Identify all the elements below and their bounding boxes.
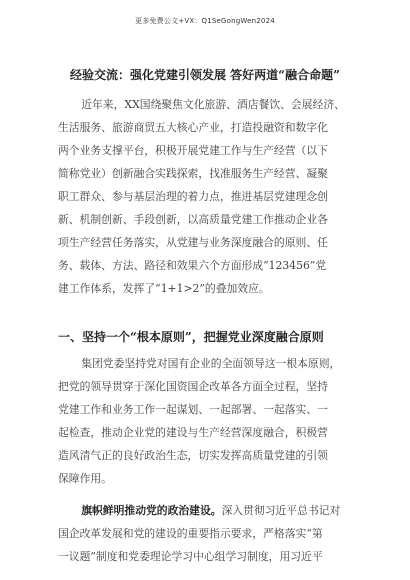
paragraph-line: 简称党业）创新融合实践探索，找准服务生产经营、凝聚 [58,167,328,180]
paragraph-line: 把党的领导贯穿于深化国资国企改革各方面全过程，坚持 [58,380,328,393]
paragraph-line: 保障作用。 [58,472,112,485]
section-heading: 一、坚持一个“根本原则”，把握党业深度融合原则 [58,330,324,344]
paragraph-line: 起检查，推动企业党的建设与生产经营深度融合，积极营 [58,426,328,439]
paragraph-line: 一议题”制度和党委理论学习中心组学习制度，用习近平 [58,550,323,563]
watermark-text: 更多免费公文+VX：Q1SeGongWen2024 [135,17,275,25]
paragraph-line: 国企改革发展和党的建设的重要指示要求，严格落实“第 [58,527,323,540]
bold-lead-text: 旗帜鲜明推动党的政治建设。 [81,504,222,517]
paragraph-line: 党建工作和业务工作一起谋划、一起部署、一起落实、一 [58,403,328,416]
section2-paragraph [58,499,352,568]
paragraph-line: 职工群众、参与基层治理的着力点，推进基层党建理念创 [58,190,328,203]
paragraph-line: 造风清气正的良好政治生态，切实发挥高质量党建的引领 [58,449,328,462]
paragraph-line: 项生产经营任务落实，从党建与业务深度融合的原则、任 [58,236,328,249]
paragraph-line: 生活服务、旅游商贸五大核心产业，打造投融资和数字化 [58,121,328,134]
section1-paragraph [58,352,352,490]
paragraph-text: 深入贯彻习近平总书记对 [221,504,341,517]
paragraph-line: 新、机制创新、手段创新，以高质量党建工作推动企业各 [58,213,328,226]
paragraph-line: 集团党委坚持党对国有企业的全面领导这一根本原则， [81,357,341,370]
document-title: 经验交流：强化党建引领发展 答好两道“融合命题” [70,68,340,82]
intro-paragraph [58,93,352,300]
paragraph-line [58,499,352,522]
paragraph-line: 两个业务支撑平台，积极开展党建工作与生产经营（以下 [58,144,328,157]
paragraph-line: 务、载体、方法、路径和效果六个方面形成“123456”党 [58,259,327,272]
paragraph-line: 近年来，XX国绕聚焦文化旅游、酒店餐饮、会展经济、 [81,98,345,111]
paragraph-line: 建工作体系，发挥了“1+1>2”的叠加效应。 [58,282,270,295]
